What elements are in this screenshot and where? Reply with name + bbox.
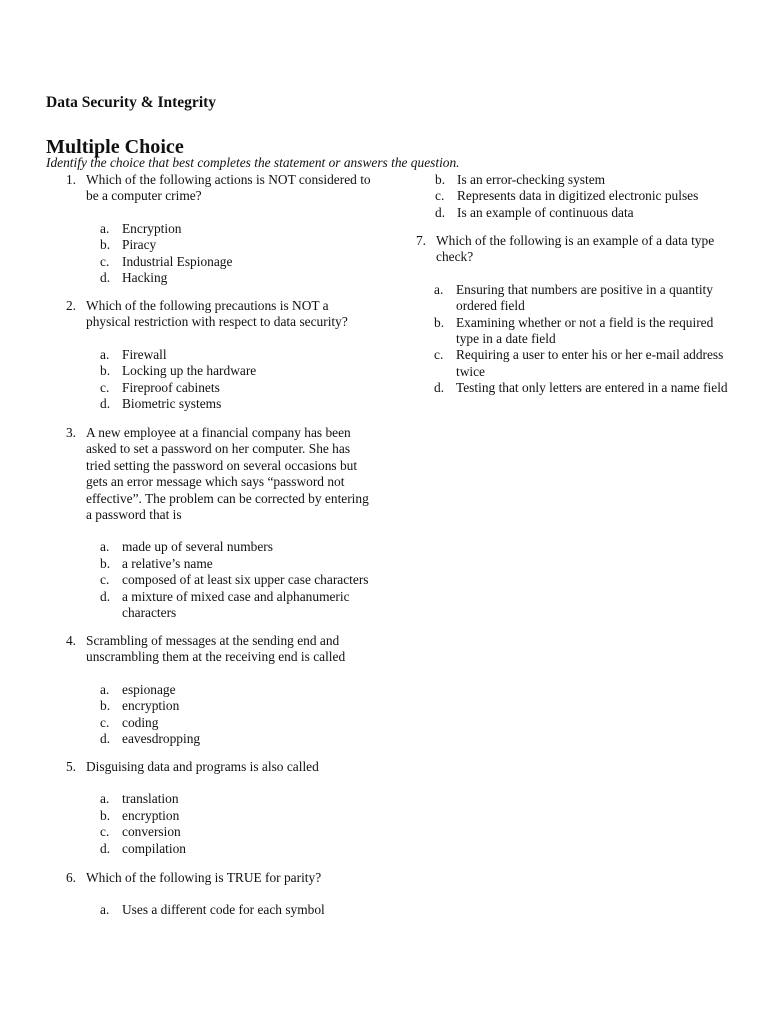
choice-letter: c. <box>100 379 110 395</box>
choice-text: translation <box>122 791 179 807</box>
choice-list <box>100 902 372 918</box>
choice-letter: b. <box>100 698 111 714</box>
question-number: 4. <box>65 633 76 648</box>
choice-letter: a. <box>100 539 110 555</box>
choice-text: Fireproof cabinets <box>122 379 220 395</box>
choice-text: Uses a different code for each symbol <box>122 902 325 918</box>
choice-text: conversion <box>122 824 181 840</box>
question-text: Scrambling of messages at the sending end and unscrambling them at the receiving end is called <box>86 633 346 665</box>
choice-letter: d. <box>100 840 111 856</box>
question-text: Disguising data and programs is also called <box>86 759 319 774</box>
question-7 <box>412 233 732 397</box>
choice-c <box>100 254 372 270</box>
choice-text: Ensuring that numbers are positive in a quantity ordered field <box>456 281 713 314</box>
question-text: Which of the following precautions is NOT a physical restriction with respect to data security? <box>86 298 348 330</box>
choice-letter: c. <box>100 714 110 730</box>
choice-list <box>100 347 372 413</box>
choice-text: Industrial Espionage <box>122 253 233 269</box>
choice-b <box>100 363 372 379</box>
choice-text: Examining whether or not a field is the required type in a date field <box>456 314 714 347</box>
choice-text: encryption <box>122 807 180 823</box>
choice-letter: d. <box>100 396 111 412</box>
choice-letter: a. <box>100 902 110 918</box>
choice-c <box>100 715 372 731</box>
question-text: A new employee at a financial company has been asked to set a password on her computer. She has tried setting the password on several occasions but gets an error message which says “password not effective”. The problem can be corrected by entering a password that is <box>86 425 369 523</box>
page-title: Data Security & Integrity <box>46 94 217 111</box>
choice-a <box>100 221 372 237</box>
choice-text: Represents data in digitized electronic pulses <box>457 188 699 204</box>
choice-letter: b. <box>100 807 111 823</box>
choice-letter: c. <box>434 347 444 363</box>
section-title: Multiple Choice <box>46 136 184 158</box>
question-6 <box>62 870 372 919</box>
choice-letter: d. <box>434 380 445 396</box>
choice-letter: a. <box>100 220 110 236</box>
question-number: 5. <box>65 759 76 774</box>
choice-a <box>100 347 372 363</box>
choice-text: coding <box>122 714 159 730</box>
choice-letter: a. <box>434 281 444 297</box>
choice-text: a relative’s name <box>122 555 213 571</box>
choice-d <box>434 380 732 396</box>
choice-letter: d. <box>435 204 446 220</box>
choice-c <box>435 188 735 204</box>
choice-c <box>434 347 732 380</box>
choice-a <box>434 282 732 315</box>
choice-text: Requiring a user to enter his or her e-mail address twice <box>456 347 724 379</box>
choice-letter: a. <box>100 346 110 362</box>
choice-text: Locking up the hardware <box>122 363 257 379</box>
choice-text: eavesdropping <box>122 731 201 747</box>
choice-letter: a. <box>100 791 110 807</box>
choice-text: espionage <box>122 681 176 697</box>
choice-letter: c. <box>100 253 110 269</box>
choice-letter: d. <box>100 270 111 286</box>
question-1 <box>62 172 372 286</box>
question-3 <box>62 425 372 621</box>
choice-d <box>435 205 735 221</box>
choice-list <box>100 221 372 287</box>
choice-text: a mixture of mixed case and alphanumeric characters <box>122 588 350 621</box>
choice-d <box>100 270 372 286</box>
choice-text: Is an example of continuous data <box>457 204 634 220</box>
choice-c <box>100 380 372 396</box>
choice-text: Piracy <box>122 237 157 253</box>
question-4 <box>62 633 372 747</box>
question-2 <box>62 298 372 412</box>
choice-text: encryption <box>122 698 180 714</box>
choice-c <box>100 572 372 588</box>
choice-letter: c. <box>100 824 110 840</box>
choice-b <box>100 237 372 253</box>
choice-text: composed of at least six upper case characters <box>122 572 369 588</box>
choice-letter: a. <box>100 681 110 697</box>
choice-c <box>100 824 372 840</box>
choice-text: Hacking <box>122 270 168 286</box>
choice-text: Firewall <box>122 346 167 362</box>
choice-text: Is an error-checking system <box>457 172 606 187</box>
choice-letter: d. <box>100 731 111 747</box>
choice-a <box>100 791 372 807</box>
choice-letter: b. <box>100 363 111 379</box>
choice-letter: c. <box>435 188 445 204</box>
choice-text: made up of several numbers <box>122 539 273 555</box>
choice-b <box>100 556 372 572</box>
choice-b <box>100 698 372 714</box>
question-text: Which of the following is TRUE for parity? <box>86 870 322 885</box>
choice-letter: b. <box>100 555 111 571</box>
choice-text: Testing that only letters are entered in a name field <box>456 380 728 396</box>
choice-list <box>100 791 372 857</box>
question-6-choices-continued <box>435 172 735 221</box>
question-number: 7. <box>415 233 426 248</box>
choice-d <box>100 731 372 747</box>
choice-b <box>435 172 735 188</box>
choice-list <box>100 682 372 748</box>
choice-letter: b. <box>100 237 111 253</box>
question-number: 6. <box>65 870 76 885</box>
choice-a <box>100 539 372 555</box>
question-text: Which of the following actions is NOT considered to be a computer crime? <box>86 172 371 204</box>
choice-text: compilation <box>122 840 186 856</box>
choice-d <box>100 396 372 412</box>
choice-list <box>434 282 732 397</box>
question-number: 1. <box>65 172 76 187</box>
choice-letter: b. <box>435 172 446 187</box>
choice-text: Biometric systems <box>122 396 222 412</box>
choice-a <box>100 682 372 698</box>
choice-a <box>100 902 372 918</box>
choice-b <box>434 315 732 348</box>
choice-d <box>100 589 372 622</box>
choice-d <box>100 841 372 857</box>
question-number: 3. <box>65 425 76 440</box>
question-5 <box>62 759 372 857</box>
instructions: Identify the choice that best completes the statement or answers the question. <box>46 155 460 170</box>
choice-b <box>100 808 372 824</box>
choice-list <box>100 539 372 621</box>
question-number: 2. <box>65 298 76 313</box>
choice-letter: d. <box>100 588 111 604</box>
question-text: Which of the following is an example of a data type check? <box>436 233 715 265</box>
choice-letter: b. <box>434 314 445 330</box>
choice-letter: c. <box>100 572 110 588</box>
choice-text: Encryption <box>122 220 182 236</box>
